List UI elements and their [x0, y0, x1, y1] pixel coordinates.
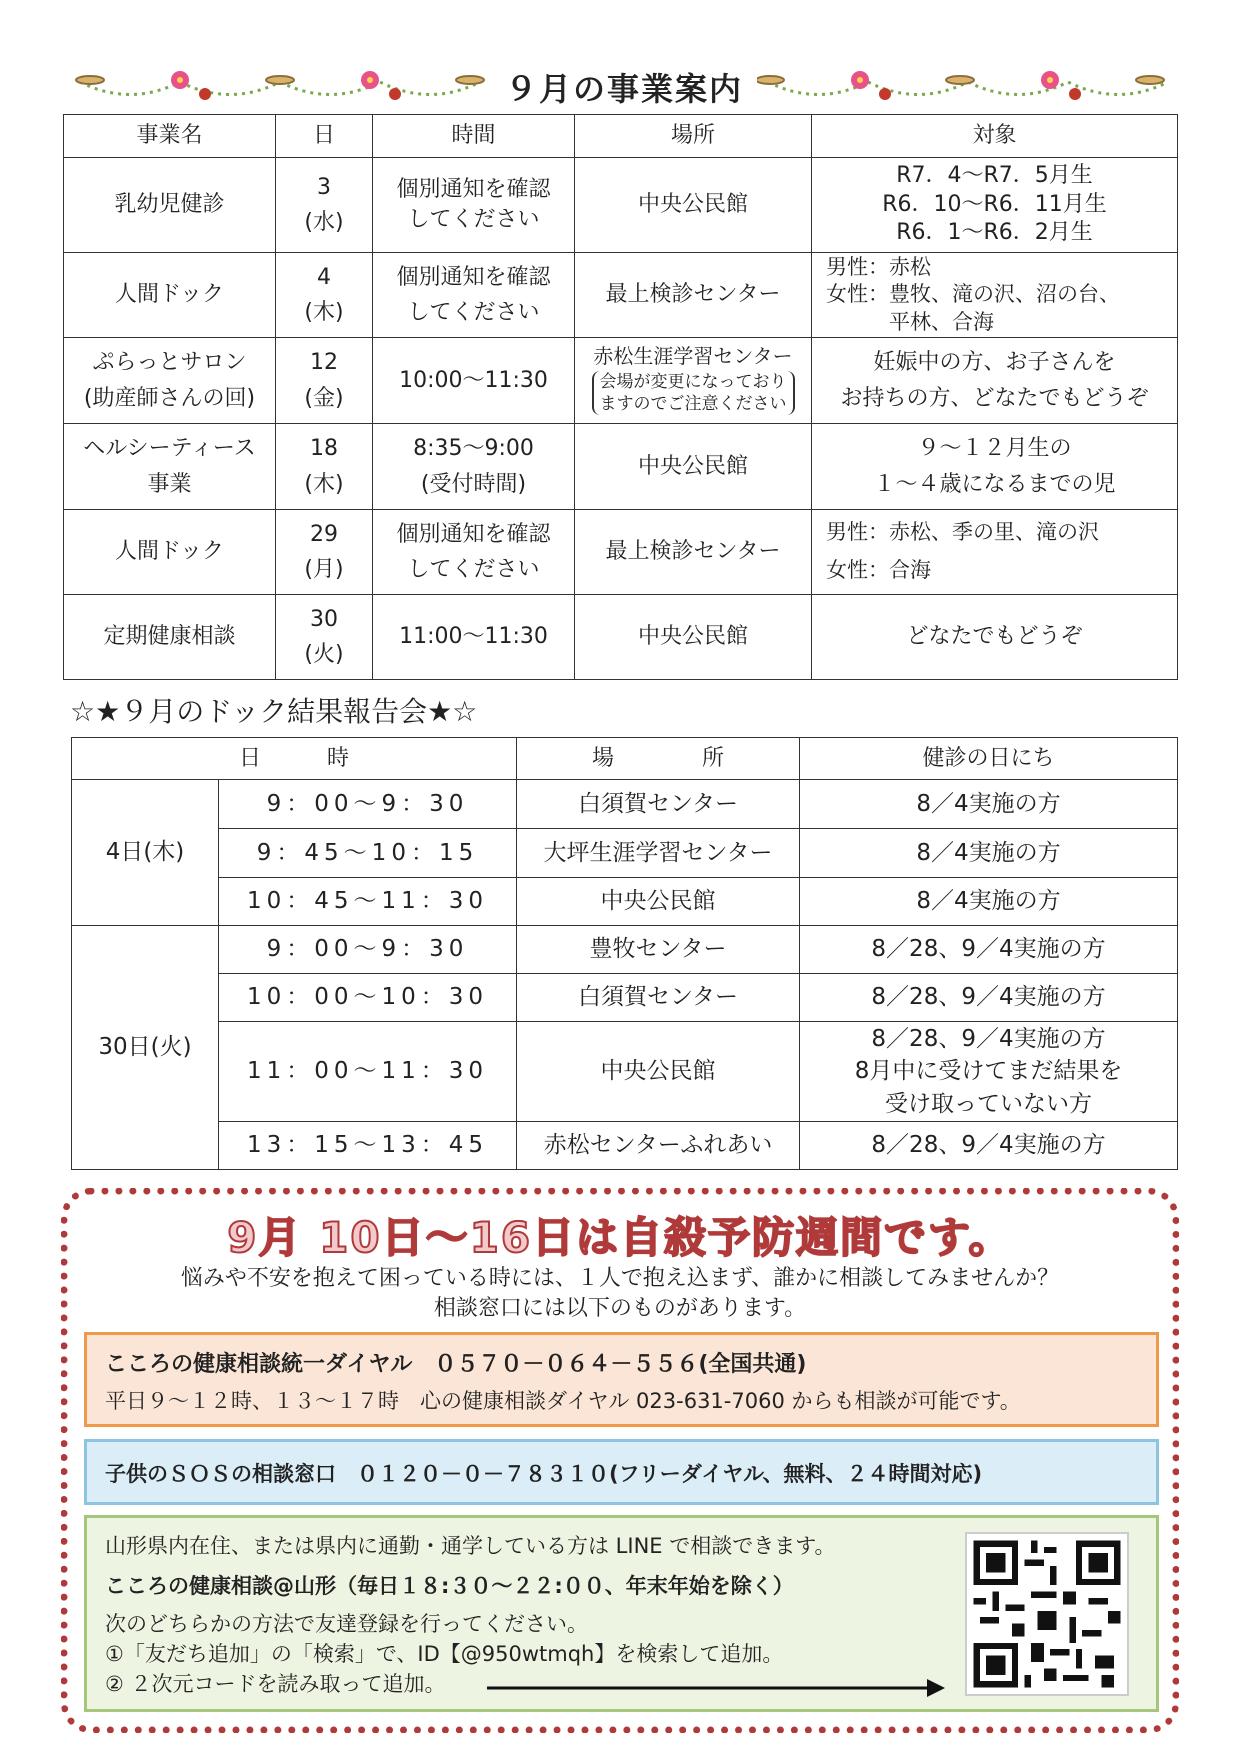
exam-date: 8／4実施の方 [800, 878, 1178, 926]
event-target: R7．4～R7．5月生 R6．10～R6．11月生 R6．1～R6．2月生 [812, 158, 1178, 253]
line-consult-panel [84, 1515, 1159, 1712]
venue-change-note: 会場が変更になっており ますのでご注意ください [592, 371, 795, 415]
table-row [64, 338, 1178, 424]
event-place: 最上検診センター [575, 253, 812, 338]
table-header-row [64, 115, 1178, 158]
event-place: 中央公民館 [575, 158, 812, 253]
event-name: 人間ドック [64, 510, 276, 595]
event-place: 中央公民館 [575, 424, 812, 510]
page-title: ９月の事業案内 [70, 62, 1178, 116]
child-sos-number: 子供のＳＯＳの相談窓口 ０１２０－０－７８３１０(フリーダイヤル、無料、２４時間対応) [105, 1462, 983, 1486]
exam-date: 8／28、9／4実施の方 8月中に受けてまだ結果を 受け取っていない方 [800, 1022, 1178, 1122]
table-row [72, 1022, 1178, 1122]
col-header: 場 所 [517, 738, 800, 780]
event-name: 定期健康相談 [64, 595, 276, 680]
event-target: ９～１２月生の １～４歳になるまでの児 [812, 424, 1178, 510]
exam-date: 8／4実施の方 [800, 829, 1178, 878]
qr-code[interactable] [965, 1532, 1129, 1696]
exam-date: 8／28、9／4実施の方 [800, 926, 1178, 974]
col-header: 場所 [575, 115, 812, 158]
event-day: 18 (木) [276, 424, 373, 510]
event-target: 男性：赤松、季の里、滝の沢 女性：合海 [812, 510, 1178, 595]
hotline-hours: 平日９～１２時、１３～１７時 心の健康相談ダイヤル 023-631-7060 からも相談が可能です。 [105, 1389, 1021, 1413]
exam-date: 8／28、9／4実施の方 [800, 1122, 1178, 1170]
report-time: 9：00～9：30 [219, 926, 517, 974]
report-time: 9：00～9：30 [219, 780, 517, 829]
report-place: 中央公民館 [517, 1022, 800, 1122]
report-place: 白須賀センター [517, 780, 800, 829]
event-day: 12 (金) [276, 338, 373, 424]
arrow-right-icon [487, 1676, 947, 1700]
table-row [72, 829, 1178, 878]
schedule-table [63, 114, 1178, 680]
report-place: 赤松センターふれあい [517, 1122, 800, 1170]
event-name: ぷらっとサロン (助産師さんの回) [64, 338, 276, 424]
col-header: 事業名 [64, 115, 276, 158]
table-row [64, 595, 1178, 680]
event-time: 個別通知を確認 してください [373, 510, 575, 595]
report-place: 中央公民館 [517, 878, 800, 926]
prevention-week-title: 9月 10日～16日は自殺予防週間です。 [227, 1213, 1013, 1262]
line-instructions: 次のどちらかの方法で友達登録を行ってください。 [105, 1612, 588, 1636]
line-method-2: ② ２次元コードを読み取って追加。 [105, 1672, 446, 1696]
event-day: 29 (月) [276, 510, 373, 595]
event-day: 30 (火) [276, 595, 373, 680]
col-header: 健診の日にち [800, 738, 1178, 780]
event-name: 人間ドック [64, 253, 276, 338]
event-time: 8:35～9:00 (受付時間) [373, 424, 575, 510]
report-place: 大坪生涯学習センター [517, 829, 800, 878]
report-place: 白須賀センター [517, 974, 800, 1022]
table-row [64, 510, 1178, 595]
line-intro: 山形県内在住、または県内に通勤・通学している方は LINE で相談できます。 [105, 1534, 836, 1558]
prevention-description: 悩みや不安を抱えて困っている時には、１人で抱え込まず、誰かに相談してみませんか？ [180, 1266, 1060, 1291]
col-header: 対象 [812, 115, 1178, 158]
col-header: 日 時 [72, 738, 517, 780]
report-time: 13：15～13：45 [219, 1122, 517, 1170]
table-row [64, 253, 1178, 338]
report-time: 10：45～11：30 [219, 878, 517, 926]
table-row [72, 974, 1178, 1022]
line-method-1: ①「友だち追加」の「検索」で、ID【@950wtmqh】を検索して追加。 [105, 1642, 784, 1666]
report-place: 豊牧センター [517, 926, 800, 974]
dock-results-table [71, 737, 1178, 1170]
table-row [72, 878, 1178, 926]
header-banner [70, 62, 1178, 116]
table-row [72, 1122, 1178, 1170]
hotline-panel [84, 1332, 1159, 1427]
prevention-description: 相談窓口には以下のものがあります。 [433, 1296, 807, 1321]
exam-date: 8／28、9／4実施の方 [800, 974, 1178, 1022]
report-time: 10：00～10：30 [219, 974, 517, 1022]
child-sos-panel [84, 1439, 1159, 1505]
event-target: 妊娠中の方、お子さんを お持ちの方、どなたでもどうぞ [812, 338, 1178, 424]
event-day: 4 (木) [276, 253, 373, 338]
event-time: 個別通知を確認 してください [373, 158, 575, 253]
report-time: 11：00～11：30 [219, 1022, 517, 1122]
table-row [72, 780, 1178, 829]
table-row [72, 926, 1178, 974]
report-time: 9：45～10：15 [219, 829, 517, 878]
hotline-number: こころの健康相談統一ダイヤル ０５７０－０６４－５５６(全国共通) [105, 1352, 807, 1377]
report-date: 30日(火) [72, 926, 219, 1170]
event-name: 乳幼児健診 [64, 158, 276, 253]
dock-results-heading: ☆★９月のドック結果報告会★☆ [70, 695, 478, 728]
event-time: 個別通知を確認 してください [373, 253, 575, 338]
event-name: ヘルシーティース 事業 [64, 424, 276, 510]
line-service-name: こころの健康相談@山形（毎日１８:３０～２２:００、年末年始を除く） [105, 1574, 794, 1598]
event-target: どなたでもどうぞ [812, 595, 1178, 680]
table-row [64, 424, 1178, 510]
event-place: 赤松生涯学習センター 会場が変更になっており ますのでご注意ください [575, 338, 812, 424]
exam-date: 8／4実施の方 [800, 780, 1178, 829]
event-place: 中央公民館 [575, 595, 812, 680]
suicide-prevention-box [61, 1188, 1179, 1733]
table-header-row [72, 738, 1178, 780]
col-header: 時間 [373, 115, 575, 158]
event-time: 11:00～11:30 [373, 595, 575, 680]
col-header: 日 [276, 115, 373, 158]
event-time: 10:00～11:30 [373, 338, 575, 424]
table-row [64, 158, 1178, 253]
event-place: 最上検診センター [575, 510, 812, 595]
report-date: 4日(木) [72, 780, 219, 926]
event-target: 男性：赤松 女性：豊牧、滝の沢、沼の台、 平林、合海 [812, 253, 1178, 338]
event-day: 3 (水) [276, 158, 373, 253]
